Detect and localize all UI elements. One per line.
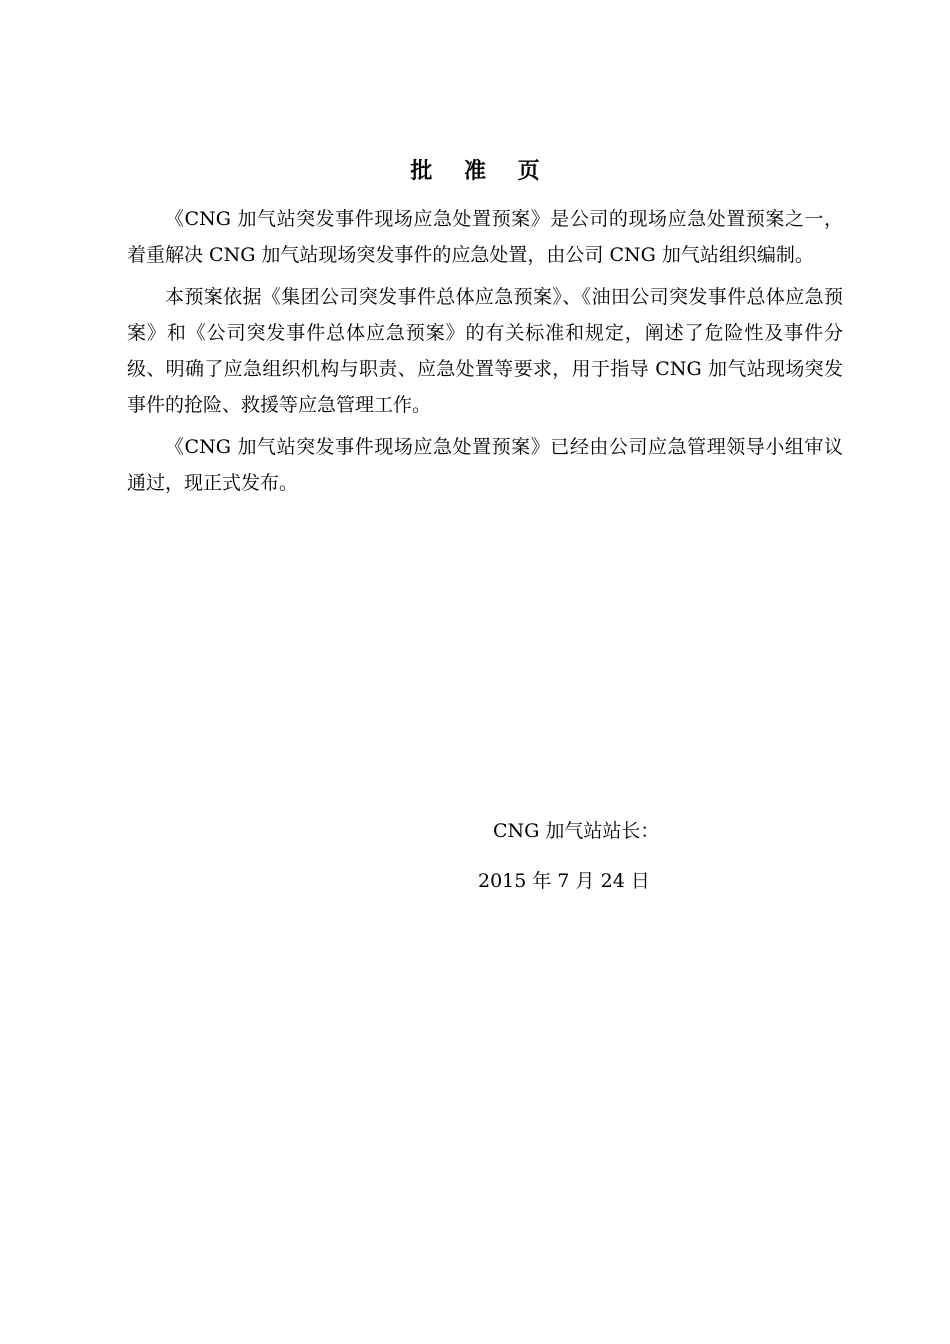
paragraph-2: 本预案依据《集团公司突发事件总体应急预案》、《油田公司突发事件总体应急预案》和《公司突发事件总体应急预案》的有关标准和规定，阐述了危险性及事件分级、明确了应急组织机构与职责、应急处置等要求，用于指导 CNG 加气站现场突发事件的抢险、救援等应急管理工作。: [127, 286, 843, 416]
date-line: 2015 年 7 月 24 日: [478, 870, 650, 892]
signature-line: CNG 加气站站长：: [493, 820, 660, 842]
page-title: 批 准 页: [410, 159, 552, 184]
body-text: [127, 201, 843, 507]
paragraph-3: 《CNG 加气站突发事件现场应急处置预案》已经由公司应急管理领导小组审议通过，现正式发布。: [127, 436, 843, 494]
paragraph-1: 《CNG 加气站突发事件现场应急处置预案》是公司的现场应急处置预案之一，着重解决 CNG 加气站现场突发事件的应急处置，由公司 CNG 加气站组织编制。: [127, 208, 843, 266]
